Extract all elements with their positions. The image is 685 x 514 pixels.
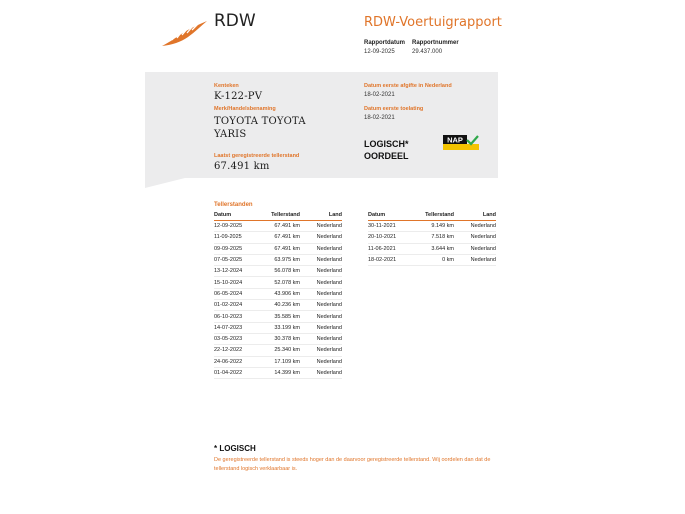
merk-value-line2: YARIS: [214, 129, 247, 140]
land-cell: Nederland: [300, 356, 342, 367]
tellerstand-cell: 52.078 km: [258, 277, 300, 288]
datum-cell: 09-09-2025: [214, 243, 258, 254]
land-cell: Nederland: [300, 221, 342, 232]
table-row: [368, 243, 496, 254]
nap-text: NAP: [447, 135, 463, 145]
table-row: [214, 367, 342, 378]
land-cell: Nederland: [454, 232, 496, 243]
datum-cell: 01-02-2024: [214, 300, 258, 311]
tellerstand-cell: 43.906 km: [258, 288, 300, 299]
tellerstand-cell: 63.975 km: [258, 254, 300, 265]
verdict-line2: OORDEEL: [364, 151, 409, 161]
table-row: [214, 333, 342, 344]
tellerstand-cell: 7.518 km: [412, 232, 454, 243]
land-cell: Nederland: [300, 277, 342, 288]
table-row: [214, 345, 342, 356]
merk-label: Merk/Handelsbenaming: [214, 106, 276, 112]
col-land: Land: [300, 211, 342, 221]
merk-value-line1: TOYOTA TOYOTA: [214, 116, 306, 127]
footnote-title: * LOGISCH: [214, 444, 256, 453]
land-cell: Nederland: [300, 367, 342, 378]
land-cell: Nederland: [454, 221, 496, 232]
land-cell: Nederland: [300, 333, 342, 344]
table-row: [214, 288, 342, 299]
land-cell: Nederland: [454, 254, 496, 265]
col-datum: Datum: [368, 211, 412, 221]
table-row: [214, 243, 342, 254]
table-row: [214, 356, 342, 367]
table-row: [368, 221, 496, 232]
datum-cell: 11-06-2021: [368, 243, 412, 254]
tellerstand-cell: 14.399 km: [258, 367, 300, 378]
tellerstand-cell: 67.491 km: [258, 221, 300, 232]
tellerstand-cell: 33.199 km: [258, 322, 300, 333]
odometer-table-right: [368, 211, 496, 266]
table-row: [214, 322, 342, 333]
datum-cell: 24-06-2022: [214, 356, 258, 367]
nap-check-icon: [443, 135, 479, 150]
table-row: [214, 300, 342, 311]
panel-notch: [145, 178, 185, 188]
table-row: [214, 311, 342, 322]
datum-cell: 22-12-2022: [214, 345, 258, 356]
datum-cell: 18-02-2021: [368, 254, 412, 265]
land-cell: Nederland: [300, 254, 342, 265]
land-cell: Nederland: [300, 311, 342, 322]
land-cell: Nederland: [300, 232, 342, 243]
datum-cell: 13-12-2024: [214, 266, 258, 277]
kenteken-label: Kenteken: [214, 83, 239, 89]
footnote-text: De geregistreerde tellerstand is steeds hoger dan de daarvoor geregistreerde tellerstand. Wij oordelen dan dat de tellerstand logisch verklaarbaar is.: [214, 457, 491, 472]
datum-cell: 06-10-2023: [214, 311, 258, 322]
table-row: [214, 277, 342, 288]
brand-name: RDW: [214, 11, 256, 31]
col-land: Land: [454, 211, 496, 221]
tellerstanden-title: Tellerstanden: [214, 202, 253, 208]
kenteken-value: K-122-PV: [214, 91, 263, 102]
eerste-nl-value: 18-02-2021: [364, 92, 395, 98]
tellerstand-cell: 9.149 km: [412, 221, 454, 232]
table-row: [214, 266, 342, 277]
land-cell: Nederland: [300, 345, 342, 356]
tellerstand-cell: 56.078 km: [258, 266, 300, 277]
tellerstand-cell: 40.236 km: [258, 300, 300, 311]
land-cell: Nederland: [300, 243, 342, 254]
land-cell: Nederland: [300, 322, 342, 333]
land-cell: Nederland: [300, 300, 342, 311]
table-row: [368, 232, 496, 243]
col-datum: Datum: [214, 211, 258, 221]
tellerstand-cell: 0 km: [412, 254, 454, 265]
teller-label: Laatst geregistreerde tellerstand: [214, 153, 300, 159]
datum-cell: 07-05-2025: [214, 254, 258, 265]
odometer-table-left: [214, 211, 342, 379]
rapportnummer-label: Rapportnummer: [412, 40, 459, 46]
table-row: [214, 254, 342, 265]
rapportnummer-value: 29.437.000: [412, 49, 443, 55]
eerste-nl-label: Datum eerste afgifte in Nederland: [364, 83, 452, 89]
eerste-toel-value: 18-02-2021: [364, 115, 395, 121]
datum-cell: 03-05-2023: [214, 333, 258, 344]
teller-value: 67.491 km: [214, 161, 270, 172]
report-title: RDW-Voertuigrapport: [364, 15, 502, 30]
datum-cell: 12-09-2025: [214, 221, 258, 232]
rapportdatum-label: Rapportdatum: [364, 40, 405, 46]
datum-cell: 15-10-2024: [214, 277, 258, 288]
col-tellerstand: Tellerstand: [258, 211, 300, 221]
tellerstand-cell: 67.491 km: [258, 232, 300, 243]
tellerstand-cell: 67.491 km: [258, 243, 300, 254]
tellerstand-cell: 17.109 km: [258, 356, 300, 367]
datum-cell: 20-10-2021: [368, 232, 412, 243]
datum-cell: 01-04-2022: [214, 367, 258, 378]
datum-cell: 30-11-2021: [368, 221, 412, 232]
datum-cell: 11-09-2025: [214, 232, 258, 243]
land-cell: Nederland: [300, 288, 342, 299]
rdw-logo: [160, 20, 208, 48]
col-tellerstand: Tellerstand: [412, 211, 454, 221]
tellerstand-cell: 35.585 km: [258, 311, 300, 322]
rapportdatum-value: 12-09-2025: [364, 49, 395, 55]
tellerstand-cell: 25.340 km: [258, 345, 300, 356]
verdict-line1: LOGISCH*: [364, 139, 409, 149]
table-row: [368, 254, 496, 265]
tellerstand-cell: 30.378 km: [258, 333, 300, 344]
datum-cell: 06-05-2024: [214, 288, 258, 299]
table-row: [214, 232, 342, 243]
tellerstand-cell: 3.644 km: [412, 243, 454, 254]
table-row: [214, 221, 342, 232]
eerste-toel-label: Datum eerste toelating: [364, 106, 424, 112]
land-cell: Nederland: [300, 266, 342, 277]
land-cell: Nederland: [454, 243, 496, 254]
datum-cell: 14-07-2023: [214, 322, 258, 333]
verdict: [364, 138, 409, 162]
